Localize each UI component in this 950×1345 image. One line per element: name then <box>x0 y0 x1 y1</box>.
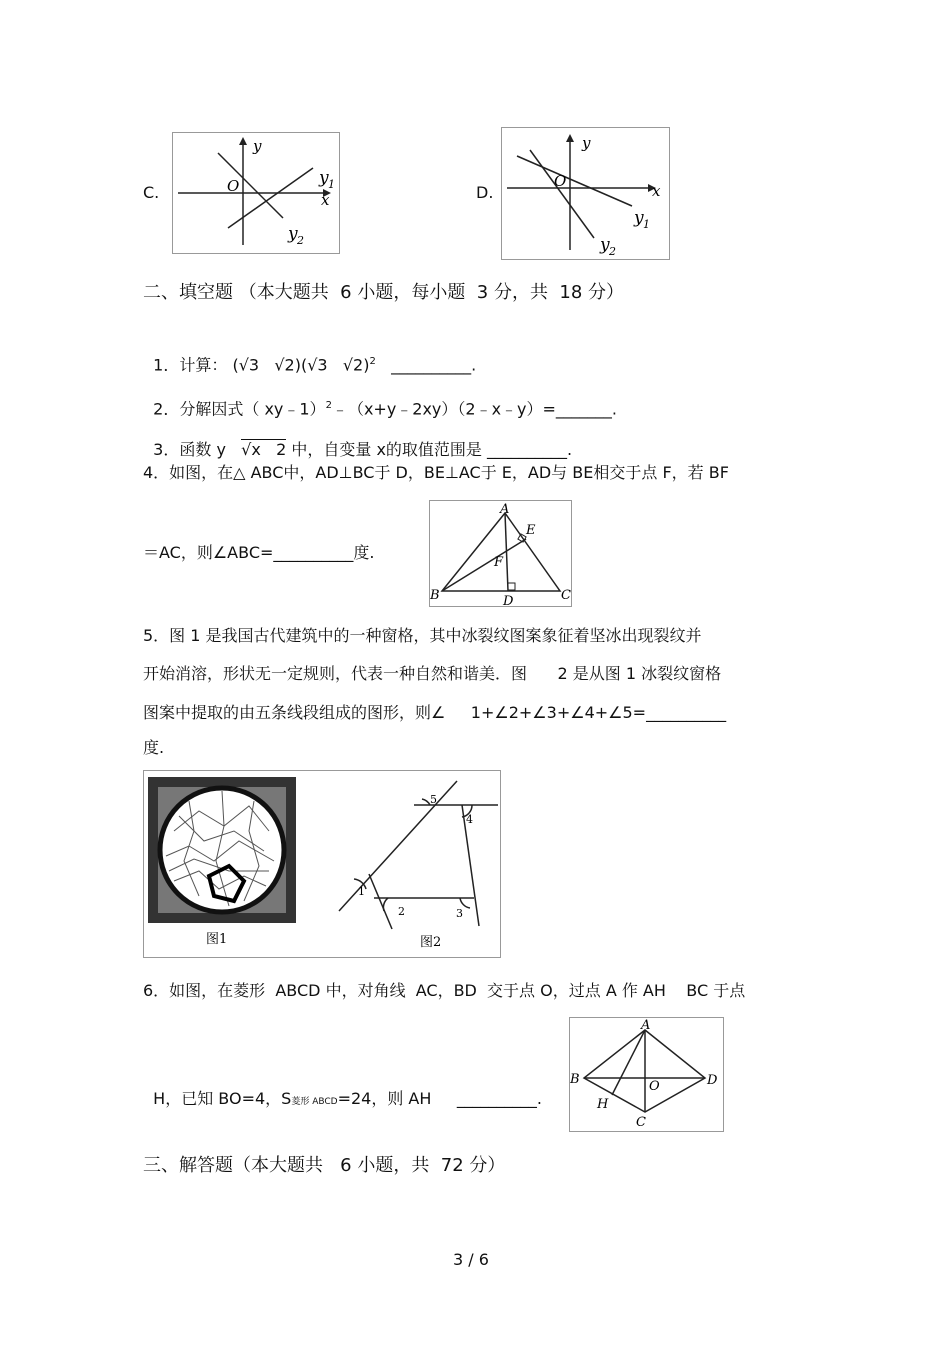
svg-text:F: F <box>494 555 504 570</box>
svg-text:y: y <box>288 224 298 244</box>
option-d-label: D. <box>476 183 494 202</box>
q5-line2: 开始消溶，形状无一定规则，代表一种自然和谐美．图 2 是从图 1 冰裂纹窗格 <box>143 664 722 683</box>
q5-line4: 度. <box>143 738 165 757</box>
svg-text:1: 1 <box>358 885 365 898</box>
svg-text:A: A <box>500 502 510 517</box>
svg-text:y: y <box>582 134 591 152</box>
line-y1 <box>517 156 632 206</box>
q2: 2．分解因式（ xy﹣1）$^2$﹣（x+y﹣2xy）（2﹣x﹣y）=_______. <box>153 399 618 419</box>
section3-title: 三、解答题（本大题共 6 小题，共 72 分） <box>143 1155 506 1176</box>
svg-text:2: 2 <box>398 905 405 918</box>
svg-text:E: E <box>526 523 536 538</box>
svg-text:B: B <box>570 1072 580 1087</box>
svg-text:图2: 图2 <box>420 935 442 950</box>
figure-ice-crack <box>143 770 501 958</box>
svg-text:3: 3 <box>456 907 463 920</box>
svg-text:C: C <box>636 1115 646 1130</box>
svg-text:C: C <box>561 588 571 603</box>
q6-line1: 6．如图，在菱形 ABCD 中，对角线 AC，BD 交于点 O，过点 A 作 AH BC 于点 <box>143 981 746 1000</box>
svg-text:D: D <box>503 594 514 606</box>
q1: 1．计算： (√3 √2)(√3 √2)$^2$ __________. <box>153 355 477 375</box>
q5-line1: 5．图 1 是我国古代建筑中的一种窗格，其中冰裂纹图案象征着坚冰出现裂纹并 <box>143 626 702 645</box>
svg-text:x: x <box>652 182 661 200</box>
svg-text:2: 2 <box>297 234 304 247</box>
svg-text:2: 2 <box>609 245 616 258</box>
option-c-label: C. <box>143 183 160 202</box>
svg-text:图1: 图1 <box>206 932 228 947</box>
figure-triangle-abc <box>429 500 572 607</box>
svg-text:A: A <box>641 1018 651 1033</box>
q4-line2: ＝AC，则∠ABC=__________度. <box>143 543 375 562</box>
svg-text:O: O <box>554 172 567 190</box>
svg-text:O: O <box>649 1079 660 1094</box>
svg-text:1: 1 <box>328 178 335 191</box>
svg-text:y: y <box>634 208 644 228</box>
svg-text:4: 4 <box>466 813 473 826</box>
figure-rhombus-abcd <box>569 1017 724 1132</box>
svg-text:D: D <box>707 1073 718 1088</box>
svg-text:1: 1 <box>643 218 650 231</box>
line-y2 <box>530 150 594 238</box>
page-number: 3 / 6 <box>453 1250 489 1269</box>
svg-text:y: y <box>319 168 329 188</box>
graph-d <box>501 127 670 260</box>
q5-line3: 图案中提取的由五条线段组成的图形，则∠ 1+∠2+∠3+∠4+∠5=__________ <box>143 703 727 722</box>
svg-text:y: y <box>253 137 262 155</box>
svg-text:y: y <box>600 235 610 255</box>
line-y1 <box>228 168 313 228</box>
svg-text:x: x <box>321 191 330 209</box>
svg-text:B: B <box>430 588 440 603</box>
svg-text:5: 5 <box>430 793 437 806</box>
q3: 3．函数 y √x 2 中，自变量 x的取值范围是 __________. <box>153 440 573 459</box>
graph-c <box>172 132 340 254</box>
svg-text:O: O <box>227 177 240 195</box>
svg-text:H: H <box>597 1097 609 1112</box>
section2-title: 二、填空题 （本大题共 6 小题，每小题 3 分，共 18 分） <box>143 282 625 303</box>
q4-line1: 4．如图，在△ ABC中，AD⊥BC于 D，BE⊥AC于 E，AD与 BE相交于点 F，若 BF <box>143 463 729 482</box>
q6-line2: H，已知 BO=4，S菱形 ABCD=24，则 AH __________. <box>153 1089 542 1108</box>
